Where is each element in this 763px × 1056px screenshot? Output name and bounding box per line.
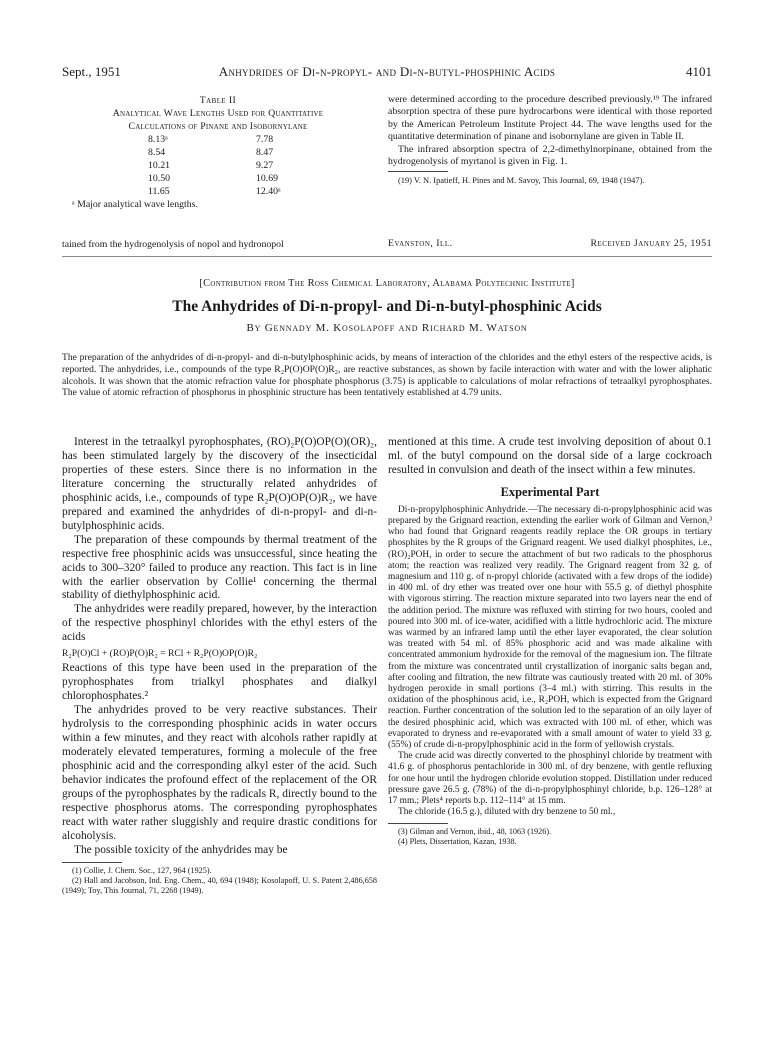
table-cell: 10.50 <box>148 173 171 184</box>
header-page-number: 4101 <box>686 64 712 79</box>
previous-article-continuation <box>388 94 712 187</box>
article-title: The Anhydrides of Di-n-propyl- and Di-n-butyl-phosphinic Acids <box>172 298 602 315</box>
header-date: Sept., 1951 <box>62 64 121 79</box>
section-heading: Experimental Part <box>500 484 600 499</box>
table-cell: 8.47 <box>256 147 274 158</box>
table-row <box>62 172 374 185</box>
table-ii <box>62 94 374 211</box>
table-cell: 7.78 <box>256 134 274 145</box>
received-date: Received January 25, 1951 <box>590 238 712 249</box>
table-cell: 8.13ᵃ <box>148 134 168 145</box>
location-received-line <box>388 238 712 249</box>
location: Evanston, Ill. <box>388 238 453 249</box>
experimental-paragraph: The chloride (16.5 g.), diluted with dry benzene to 50 ml., <box>398 807 616 818</box>
footnote-2: (2) Hall and Jacobson, Ind. Eng. Chem., 40, 694 (1948); Kosolapoff, U. S. Patent 2,486,658 (1949); Toy, This Journal, 71, 2268 (1949). <box>62 875 377 895</box>
footnote-1: (1) Collie, J. Chem. Soc., 127, 964 (1925). <box>72 865 212 875</box>
paragraph: Reactions of this type have been used in the preparation of the pyrophosphates from trialkyl phosphates and dialkyl chlorophosphates.² <box>62 662 377 703</box>
right-column <box>388 436 712 847</box>
table-cell: 10.69 <box>256 173 279 184</box>
footnote-19: (19) V. N. Ipatieff, H. Pines and M. Savoy, This Journal, 69, 1948 (1947). <box>398 176 645 186</box>
running-header <box>62 64 712 78</box>
previous-article-paragraph: The infrared absorption spectra of 2,2-dimethylnorpinane, obtained from the hydrogenolysis of myrtanol is given in Fig. 1. <box>388 143 712 168</box>
footnote-rule <box>388 171 448 172</box>
table-footnote: ᵃ Major analytical wave lengths. <box>72 199 198 210</box>
top-left-continuation: tained from the hydrogenolysis of nopol and hydronopol <box>62 239 284 250</box>
paragraph: mentioned at this time. A crude test involving deposition of about 0.1 ml. of the butyl compound on the dorsal side of a large cockroach resulted in convulsion and death of the insect within a few minutes. <box>388 436 712 476</box>
experimental-paragraph: The crude acid was directly converted to the phosphinyl chloride by treatment with 41.6 g. of phosphorus pentachloride in 300 ml. of dry benzene, with gentle refluxing for one hour until the hydrogen chloride evolution stopped. Distillation under reduced pressure gave 26.5 g. (78%) of the di-n-propylphosphinyl chloride, b.p. 126–128° at 17 mm.; Plets⁴ reports b.p. 112–114° at 15 mm. <box>388 751 712 807</box>
table-row <box>62 146 374 159</box>
table-title: Table II <box>199 95 237 106</box>
experimental-paragraph: Di-n-propylphosphinic Anhydride.—The necessary di-n-propylphosphinic acid was prepared by the Grignard reaction, extending the earlier work of Gilman and Vernon,³ who had found that Grignard reagents readily replace the OR groups in tertiary phosphites by the R groups of the Grignard reagent. We used dialkyl phosphites, i.e., (RO)₂POH, in order to secure the attachment of but two radicals to the phosphorus atom; the reaction was realized very readily. The Grignard reagent from 32 g. of magnesium and 110 g. of n-propyl chloride (activated with a few drops of the iodide) in 400 ml. of dry ether was treated over one hour with 55.5 g. of diethyl phosphite with vigorous stirring. The reaction mixture separated into two layers near the end of the addition period. The mixture was refluxed with stirring for two hours, cooled and poured into 300 ml. of ice-water, acidified with a little hydrochloric acid. The mixture was warmed by an infrared lamp until the ether layer evaporated, the clear solution was treated with 54 ml. of 85% phosphoric acid and was made alkaline with concentrated ammonium hydroxide for the removal of the magnesium ion. The filtrate from the mixture was concentrated until crystallization of inorganic salts began and, after cooling and filtration, the new filtrate was cautiously treated with 20 ml. of 30% hydrogen peroxide in small portions (3–4 ml.) with stirring. This results in the oxidation of the phosphinous acid, i.e., R₂POH, which is expected from the Grignard reaction. Further concentration of the solution led to the separation of an oily layer of the desired phosphinic acid, which was extracted with 100 ml. of ether, which was evaporated to dryness and re-evaporated with a small amount of water to yield 33 g. (55%) of crude di-n-propylphosphinic acid in the form of yellowish crystals. <box>388 504 712 751</box>
footnote-rule <box>388 823 448 824</box>
footnote-4: (4) Plets, Dissertation, Kazan, 1938. <box>398 836 517 846</box>
footnote-3: (3) Gilman and Vernon, ibid., 48, 1063 (1926). <box>398 826 552 836</box>
reaction-equation: R₂P(O)Cl + (RO)P(O)R₂ = RCl + R₂P(O)OP(O)R₂ <box>62 648 258 660</box>
article-divider <box>62 256 712 257</box>
paragraph: The possible toxicity of the anhydrides may be <box>74 843 288 856</box>
table-caption-line1: Analytical Wave Lengths Used for Quantitative <box>112 108 324 119</box>
previous-article-paragraph: were determined according to the procedure described previously.¹⁹ The infrared absorption spectra of these pure hydrocarbons were identical with those reported by the American Petroleum Institute Project 44. The wave lengths used for the quantitative determination of pinane and isobornylane are given in Table II. <box>388 94 712 143</box>
table-cell: 11.65 <box>148 186 170 197</box>
table-cell: 9.27 <box>256 160 274 171</box>
table-row <box>62 159 374 172</box>
table-cell: 12.40ᵃ <box>256 186 281 197</box>
byline: By Gennady M. Kosolapoff and Richard M. Watson <box>246 322 528 334</box>
table-caption-line2: Calculations of Pinane and Isobornylane <box>128 121 308 132</box>
paragraph: The preparation of these compounds by thermal treatment of the respective free phosphinic acids was unsuccessful, since heating the acids to 300–320° failed to produce any reaction. This fact is in line with the earlier observation by Collie¹ concerning the thermal stability of diethylphosphinic acid. <box>62 533 377 602</box>
table-cell: 10.21 <box>148 160 171 171</box>
footnote-rule <box>62 862 122 863</box>
header-running-title: Anhydrides of Di-n-propyl- and Di-n-butyl-phosphinic Acids <box>218 64 556 79</box>
abstract: The preparation of the anhydrides of di-n-propyl- and di-n-butylphosphinic acids, by means of interaction of the chlorides and the ethyl esters of the respective acids, is reported. The anhydrides, i.e., compounds of the type R₂P(O)OP(O)R₂, are reactive substances, as shown by facile interaction with water and with the lower aliphatic alcohols. It was shown that the atomic refraction value for phosphate phosphorus (3.75) is applicable to calculations of molar refractions of tetraalkyl pyrophosphates. The value of atomic refraction of phosphorus in phosphinic structure has been tentatively established at 4.79 units. <box>62 352 712 399</box>
table-row <box>62 185 374 198</box>
paragraph: The anhydrides were readily prepared, however, by the interaction of the respective phosphinyl chlorides with the ethyl esters of the acids <box>62 603 377 644</box>
left-column <box>62 436 377 896</box>
paragraph: The anhydrides proved to be very reactive substances. Their hydrolysis to the corresponding phosphinic acids in water occurs within a few minutes, and they react with alcohols rather rapidly at moderately elevated temperatures, forming a molecule of the free phosphinic acid and the corresponding alkyl ester of the acid. Such behavior indicates the profound effect of the replacement of the OR groups of the pyrophosphates by the radicals R, directly bound to the respective phosphorus atoms. The corresponding pyrophosphates react with water rather sluggishly and require drastic conditions for alcoholysis. <box>62 704 377 842</box>
table-cell: 8.54 <box>148 147 166 158</box>
contribution-line: [Contribution from The Ross Chemical Laboratory, Alabama Polytechnic Institute] <box>199 278 575 289</box>
paragraph: Interest in the tetraalkyl pyrophosphates, (RO)₂P(O)OP(O)(OR)₂, has been stimulated largely by the discovery of the insecticidal properties of these esters. Since there is no information in the literature concerning the structurally related anhydrides of phosphinic acids, i.e., compounds of type R₂P(O)OP(O)R₂, we have prepared and examined the anhydrides of di-n-propyl- and di-n-butylphosphinic acids. <box>62 436 377 532</box>
table-row <box>62 133 374 146</box>
